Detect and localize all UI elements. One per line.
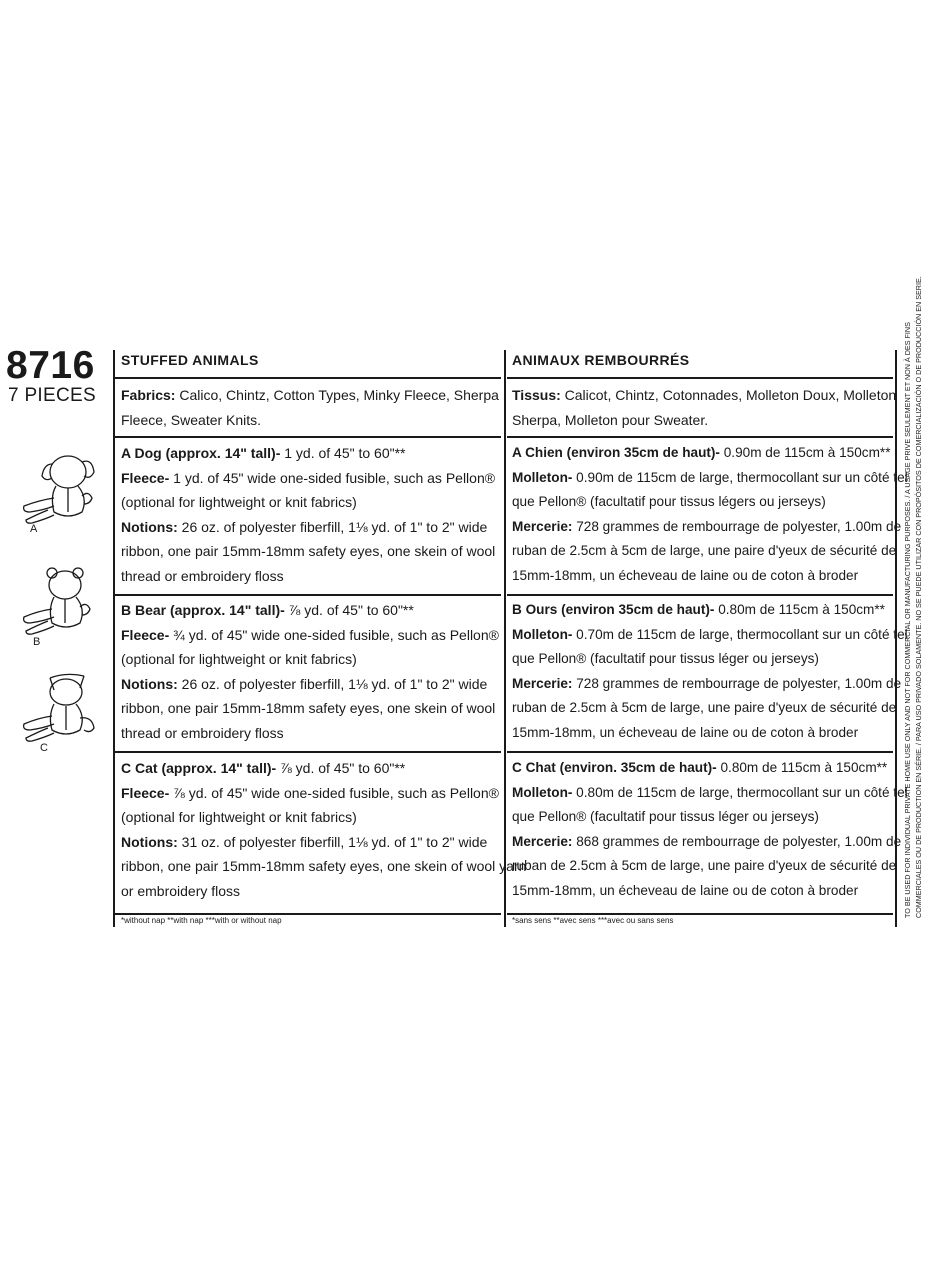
usage-notice-line-1: TO BE USED FOR INDIVIDUAL PRIVATE HOME USE ONLY AND NOT FOR COMMERCIAL OR MANUFACTURING PURPOSES. / A USAGE PRIVE SEULEMENT ET NON À DES FINS xyxy=(903,322,912,918)
french-rule-4 xyxy=(507,751,893,753)
french-rule-2 xyxy=(507,436,893,438)
french-section-b: B Ours (environ 35cm de haut)- 0.80m de 115cm à 150cm** Molleton- 0.70m de 115cm de large, thermocollant sur un côté tel que Pellon® (facultatif pour tissus léger ou jerseys) Mercerie: 728 grammes de rembourrage de polyester, 1.00m de ruban de 2.5cm à 5cm de large, une paire d'yeux de sécurité de 15mm-18mm, un écheveau de laine ou de coton à broder xyxy=(512,602,908,740)
dog-toy-icon xyxy=(18,452,98,524)
french-section-c: C Chat (environ. 35cm de haut)- 0.80m de 115cm à 150cm** Molleton- 0.80m de 115cm de large, thermocollant sur un côté tel que Pellon® (facultatif pour tissus léger ou jerseys) Mercerie: 868 grammes de rembourrage de polyester, 1.00m de ruban de 2.5cm à 5cm de large, une paire d'yeux de sécurité de 15mm-18mm, un écheveau de laine ou de coton à broder xyxy=(512,760,908,898)
french-rule-1 xyxy=(507,377,893,379)
french-footnote: *sans sens **avec sens ***avec ou sans sens xyxy=(512,916,674,925)
illustration-label-b: B xyxy=(33,636,41,648)
usage-notice xyxy=(900,276,926,918)
french-section-a: A Chien (environ 35cm de haut)- 0.90m de 115cm à 150cm** Molleton- 0.90m de 115cm de large, thermocollant sur un côté tel que Pellon® (facultatif pour tissus légers ou jerseys) Mercerie: 728 grammes de rembourrage de polyester, 1.00m de ruban de 2.5cm à 5cm de large, une paire d'yeux de sécurité de 15mm-18mm, un écheveau de laine ou de coton à broder xyxy=(512,445,908,583)
french-rule-3 xyxy=(507,594,893,596)
english-section-b: B Bear (approx. 14" tall)- ⅞ yd. of 45" to 60"** Fleece- ¾ yd. of 45" wide one-sided fusible, such as Pellon® (optional for lightweight or knit fabrics) Notions: 26 oz. of polyester fiberfill, 1⅛ yd. of 1" to 2" wide ribbon, one pair 15mm-18mm safety eyes, one skein of wool thread or embroidery floss xyxy=(121,602,499,741)
english-title: STUFFED ANIMALS xyxy=(121,352,259,368)
english-rule-5 xyxy=(115,913,501,915)
cat-toy-icon xyxy=(18,672,98,746)
bear-toy-icon xyxy=(18,565,98,637)
french-rule-5 xyxy=(507,913,893,915)
english-section-a: A Dog (approx. 14" tall)- 1 yd. of 45" to 60"** Fleece- 1 yd. of 45" wide one-sided fusible, such as Pellon® (optional for lightweight or knit fabrics) Notions: 26 oz. of polyester fiberfill, 1⅛ yd. of 1" to 2" wide ribbon, one pair 15mm-18mm safety eyes, one skein of wool thread or embroidery floss xyxy=(121,445,496,584)
english-section-c: C Cat (approx. 14" tall)- ⅞ yd. of 45" to 60"** Fleece- ⅞ yd. of 45" wide one-sided fusible, such as Pellon® (optional for lightweight or knit fabrics) Notions: 31 oz. of polyester fiberfill, 1⅛ yd. of 1" to 2" wide ribbon, one pair 15mm-18mm safety eyes, one skein of wool yarn or embroidery floss xyxy=(121,760,527,899)
english-rule-1 xyxy=(115,377,501,379)
english-rule-3 xyxy=(115,594,501,596)
english-fabrics: Fabrics: Calico, Chintz, Cotton Types, Minky Fleece, Sherpa Fleece, Sweater Knits. xyxy=(121,387,499,428)
illustration-label-c: C xyxy=(40,742,48,754)
english-rule-2 xyxy=(115,436,501,438)
pieces-count: 7 PIECES xyxy=(8,385,96,406)
english-footnote: *without nap **with nap ***with or without nap xyxy=(121,916,282,925)
pattern-number: 8716 xyxy=(6,344,95,387)
usage-notice-line-2: COMMERCIALES OU DE PRODUCTION EN SÉRIE. / PARA USO PRIVADO SOLAMENTE. NO SE PUEDE UTILIZAR CON PROPÓSITOS DE COMERCIALIZACIÓN O DE PRODUCCIÓN EN SERIE. xyxy=(914,276,923,918)
english-rule-4 xyxy=(115,751,501,753)
illustration-label-a: A xyxy=(30,523,38,535)
french-fabrics: Tissus: Calicot, Chintz, Cotonnades, Molleton Doux, Molleton Sherpa, Molleton pour Sweater. xyxy=(512,387,897,428)
french-title: ANIMAUX REMBOURRÉS xyxy=(512,352,690,368)
